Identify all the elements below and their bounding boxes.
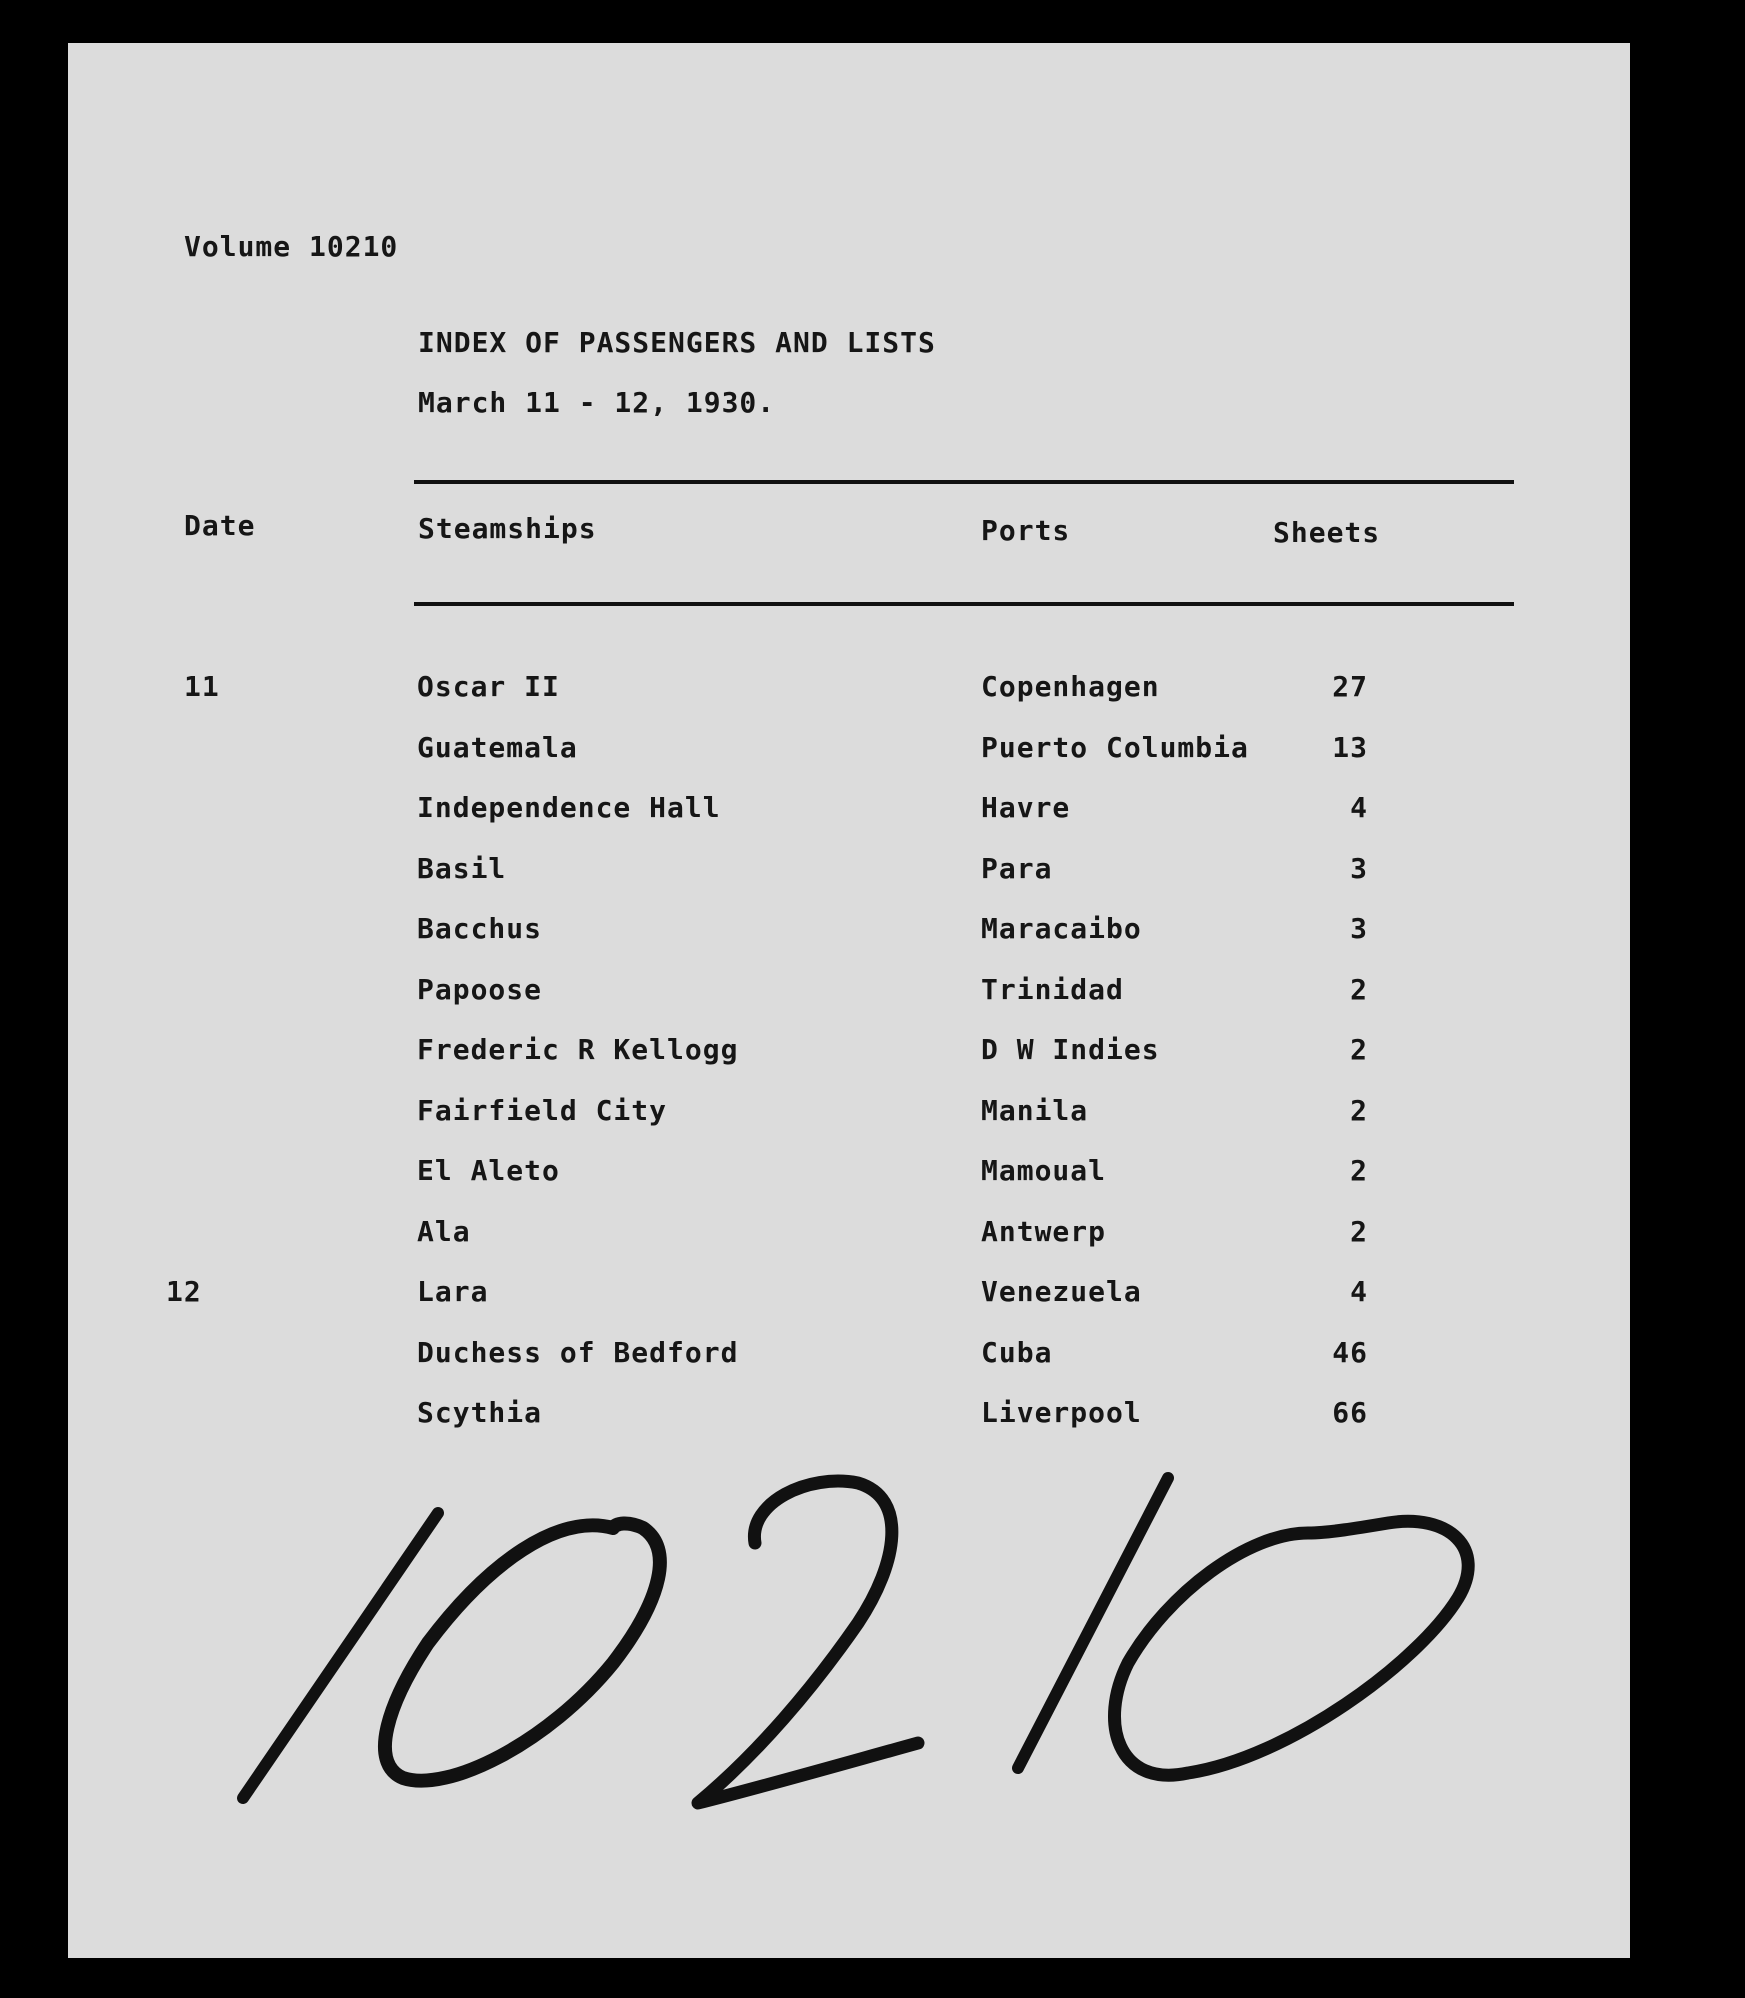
row-port: Havre [981,791,1071,824]
row-sheets: 3 [1350,852,1368,885]
row-sheets: 46 [1332,1336,1368,1369]
row-steamship: Bacchus [417,912,543,945]
document-page [68,43,1630,1958]
row-port: Venezuela [981,1275,1142,1308]
row-steamship: Duchess of Bedford [417,1336,739,1369]
row-port: Mamoual [981,1154,1107,1187]
row-steamship: Scythia [417,1396,543,1429]
row-port: Liverpool [981,1396,1142,1429]
row-steamship: Papoose [417,973,543,1006]
row-port: Para [981,852,1053,885]
row-sheets: 66 [1332,1396,1368,1429]
handwritten-volume-number [68,43,1630,1958]
row-sheets: 3 [1350,912,1368,945]
row-sheets: 2 [1350,1215,1368,1248]
row-sheets: 13 [1332,731,1368,764]
header-date: Date [184,509,256,542]
row-port: Trinidad [981,973,1124,1006]
row-sheets: 27 [1332,670,1368,703]
row-sheets: 4 [1350,1275,1368,1308]
row-port: Maracaibo [981,912,1142,945]
row-sheets: 2 [1350,1154,1368,1187]
row-sheets: 2 [1350,1033,1368,1066]
row-steamship: Oscar II [417,670,560,703]
row-steamship: Guatemala [417,731,578,764]
row-sheets: 4 [1350,791,1368,824]
row-steamship: Lara [417,1275,489,1308]
header-steamships: Steamships [418,512,597,545]
volume-label: Volume 10210 [184,230,399,263]
row-port: Puerto Columbia [981,731,1249,764]
date-range: March 11 - 12, 1930. [418,386,776,419]
row-steamship: Fairfield City [417,1094,668,1127]
row-port: Cuba [981,1336,1053,1369]
row-date: 12 [166,1275,202,1308]
row-port: D W Indies [981,1033,1160,1066]
row-date: 11 [184,670,220,703]
header-sheets: Sheets [1273,516,1381,549]
row-steamship: Frederic R Kellogg [417,1033,739,1066]
row-port: Antwerp [981,1215,1107,1248]
row-sheets: 2 [1350,973,1368,1006]
row-steamship: Ala [417,1215,471,1248]
row-steamship: El Aleto [417,1154,560,1187]
row-port: Copenhagen [981,670,1160,703]
row-sheets: 2 [1350,1094,1368,1127]
row-port: Manila [981,1094,1089,1127]
header-ports: Ports [981,514,1071,547]
row-steamship: Independence Hall [417,791,721,824]
row-steamship: Basil [417,852,507,885]
document-title: INDEX OF PASSENGERS AND LISTS [418,326,936,359]
